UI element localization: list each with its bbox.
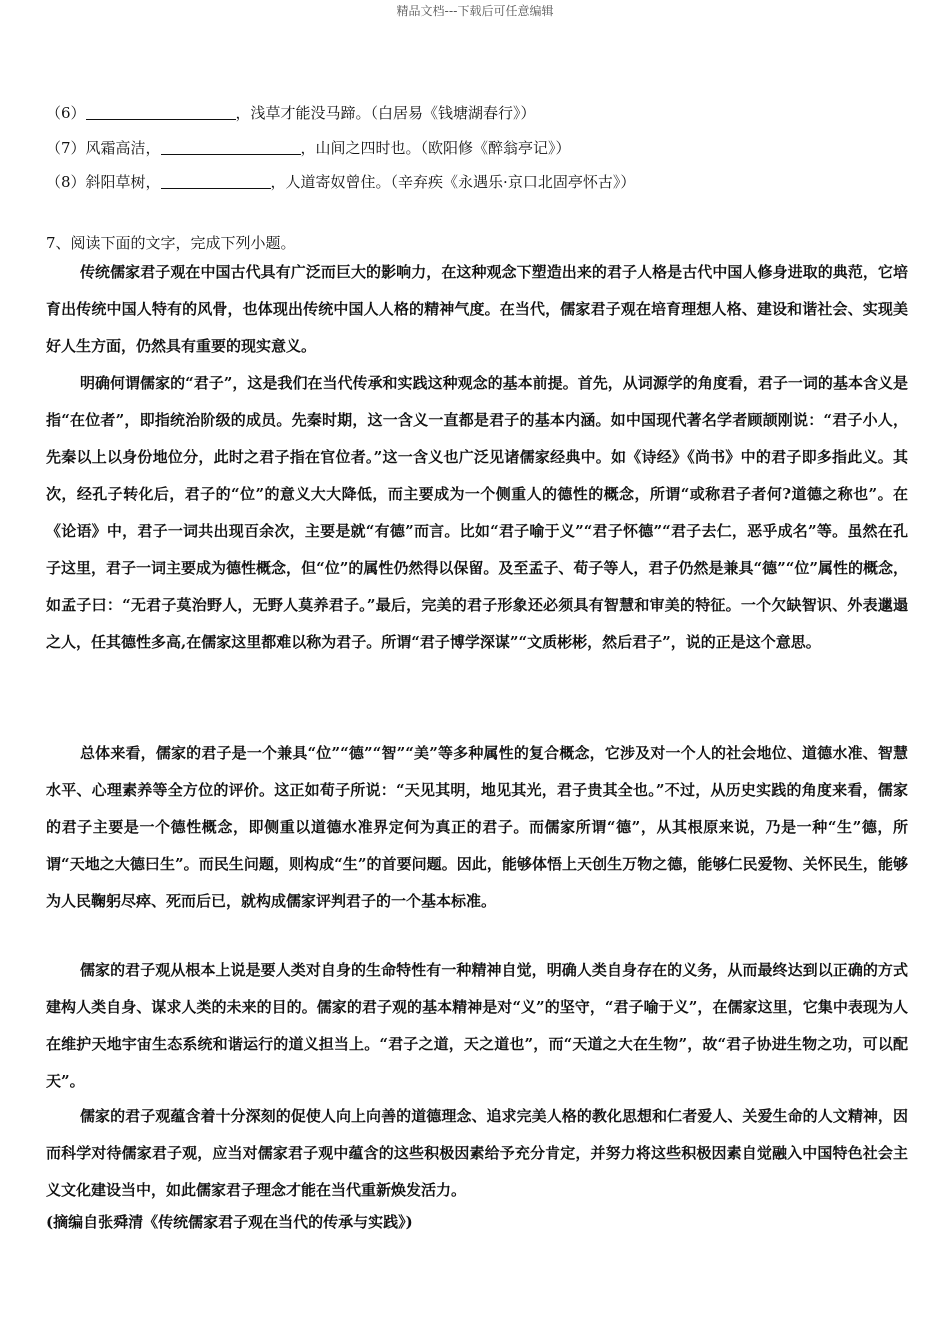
source-citation: (摘编自张舜清《传统儒家君子观在当代的传承与实践》) bbox=[46, 1213, 413, 1231]
paragraph-3: 总体来看，儒家的君子是一个兼具“位”“德”“智”“美”等多种属性的复合概念，它涉及对一个人的社会地位、道德水准、智慧水平、心理素养等全方位的评价。这正如荀子所说：“天见其明，地见其光，君子贵其全也。”不过，从历史实践的角度来看，儒家的君子主要是一个德性概念，即侧重以道德水准界定何为真正的君子。而儒家所谓“德”，从其根原来说，乃是一种“生”德，所谓“天地之大德曰生”。而民生问题，则构成“生”的首要问题。因此，能够体悟上天创生万物之德，能够仁民爱物、关怀民生，能够为人民鞠躬尽瘁、死而后已，就构成儒家评判君子的一个基本标准。 bbox=[46, 744, 908, 910]
fill-blank-6-prefix: （6） bbox=[46, 104, 86, 122]
fill-blank-8 bbox=[46, 171, 635, 192]
paragraph-2: 明确何谓儒家的“君子”，这是我们在当代传承和实践这种观念的基本前提。首先，从词源学的角度看，君子一词的基本含义是指“在位者”，即指统治阶级的成员。先秦时期，这一含义一直都是君子的基本内涵。如中国现代著名学者顾颉刚说：“君子小人，先秦以上以身份地位分，此时之君子指在官位者。”这一含义也广泛见诸儒家经典中。如《诗经》《尚书》中的君子即多指此义。其次，经孔子转化后，君子的“位”的意义大大降低，而主要成为一个侧重人的德性的概念，所谓“或称君子者何?道德之称也”。在《论语》中，君子一词共出现百余次，主要是就“有德”而言。比如“君子喻于义”“君子怀德”“君子去仁，恶乎成名”等。虽然在孔子这里，君子一词主要成为德性概念，但“位”的属性仍然得以保留。及至孟子、荀子等人，君子仍然是兼具“德”“位”属性的概念，如孟子曰：“无君子莫治野人，无野人莫养君子。”最后，完美的君子形象还必须具有智慧和审美的特征。一个欠缺智识、外表邋遢之人，任其德性多高,在儒家这里都难以称为君子。所谓“君子博学深谋”“文质彬彬，然后君子”，说的正是这个意思。 bbox=[46, 374, 908, 651]
page-header: 精品文档---下载后可任意编辑 bbox=[396, 4, 554, 18]
question-title: 7、阅读下面的文字，完成下列小题。 bbox=[46, 234, 296, 252]
fill-blank-8-prefix: （8）斜阳草树， bbox=[46, 173, 161, 191]
fill-blank-7-answer-line[interactable] bbox=[161, 138, 301, 155]
fill-blank-7-text: ，山间之四时也。（欧阳修《醉翁亭记》） bbox=[300, 139, 571, 157]
fill-blank-8-text: ，人道寄奴曾住。（辛弃疾《永遇乐·京口北固亭怀古》） bbox=[270, 173, 636, 191]
fill-blank-7-prefix: （7）风霜高洁， bbox=[46, 139, 161, 157]
paragraph-4: 儒家的君子观从根本上说是要人类对自身的生命特性有一种精神自觉，明确人类自身存在的义务，从而最终达到以正确的方式建构人类自身、谋求人类的未来的目的。儒家的君子观的基本精神是对“义”的坚守，“君子喻于义”，在儒家这里，它集中表现为人在维护天地宇宙生态系统和谐运行的道义担当上。“君子之道，天之道也”，而“天道之大在生物”，故“君子协进生物之功，可以配天”。 bbox=[46, 961, 908, 1090]
fill-blank-6-answer-line[interactable] bbox=[86, 103, 236, 120]
paragraph-5: 儒家的君子观蕴含着十分深刻的促使人向上向善的道德理念、追求完美人格的教化思想和仁者爱人、关爱生命的人文精神，因而科学对待儒家君子观，应当对儒家君子观中蕴含的这些积极因素给予充分肯定，并努力将这些积极因素自觉融入中国特色社会主义文化建设当中，如此儒家君子理念才能在当代重新焕发活力。 bbox=[46, 1107, 908, 1199]
paragraph-1: 传统儒家君子观在中国古代具有广泛而巨大的影响力，在这种观念下塑造出来的君子人格是古代中国人修身进取的典范，它培育出传统中国人特有的风骨，也体现出传统中国人人格的精神气度。在当代，儒家君子观在培育理想人格、建设和谐社会、实现美好人生方面，仍然具有重要的现实意义。 bbox=[46, 263, 908, 355]
fill-blank-8-answer-line[interactable] bbox=[161, 172, 271, 189]
fill-blank-6-text: ，浅草才能没马蹄。（白居易《钱塘湖春行》） bbox=[235, 104, 536, 122]
fill-blank-7 bbox=[46, 137, 571, 158]
fill-blank-6 bbox=[46, 102, 536, 123]
